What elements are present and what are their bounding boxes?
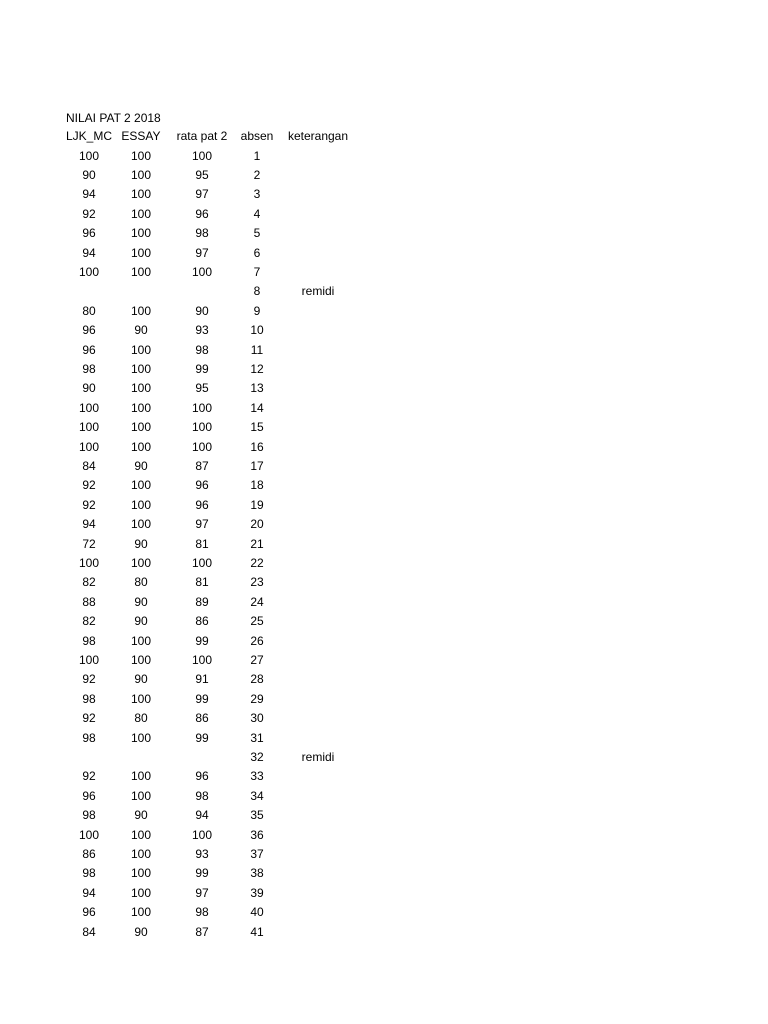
cell-essay: 100 (130, 691, 152, 706)
cell-ljk-mc: 88 (82, 594, 96, 609)
header-rata-pat-2: rata pat 2 (176, 129, 228, 143)
table-row (0, 438, 768, 457)
cell-essay: 90 (134, 614, 148, 629)
cell-essay: 100 (130, 633, 152, 648)
cell-rata-pat-2: 91 (195, 672, 209, 687)
cell-absen: 12 (250, 362, 264, 376)
cell-rata-pat-2: 99 (195, 633, 209, 648)
cell-absen: 37 (250, 847, 264, 861)
table-row (0, 767, 768, 786)
cell-ljk-mc: 92 (82, 478, 96, 493)
cell-essay: 100 (130, 265, 152, 279)
cell-essay: 100 (130, 381, 152, 396)
table-row (0, 224, 768, 243)
cell-absen: 14 (250, 400, 264, 415)
table-row (0, 845, 768, 864)
cell-absen: 39 (250, 885, 264, 900)
cell-absen: 1 (253, 148, 261, 163)
cell-ljk-mc: 100 (78, 827, 100, 842)
cell-ljk-mc: 98 (82, 633, 96, 648)
cell-rata-pat-2: 98 (195, 788, 209, 803)
cell-essay: 100 (130, 362, 152, 376)
cell-rata-pat-2: 96 (195, 478, 209, 493)
cell-rata-pat-2: 87 (195, 924, 209, 939)
cell-absen: 34 (250, 788, 264, 803)
cell-rata-pat-2: 99 (195, 866, 209, 881)
cell-ljk-mc: 98 (82, 866, 96, 881)
cell-essay: 100 (130, 420, 152, 435)
cell-ljk-mc: 96 (82, 226, 96, 241)
cell-essay: 90 (134, 459, 148, 473)
cell-essay: 100 (130, 439, 152, 454)
cell-essay: 100 (130, 847, 152, 861)
cell-rata-pat-2: 97 (195, 245, 209, 260)
cell-ljk-mc: 92 (82, 672, 96, 687)
cell-essay: 90 (134, 536, 148, 551)
table-row (0, 205, 768, 224)
cell-rata-pat-2: 98 (195, 226, 209, 241)
cell-rata-pat-2: 100 (191, 439, 213, 454)
cell-absen: 29 (250, 691, 264, 706)
table-row (0, 748, 768, 767)
cell-absen: 33 (250, 769, 264, 784)
cell-absen: 15 (250, 420, 264, 435)
cell-absen: 32 (250, 750, 264, 764)
cell-absen: 24 (250, 594, 264, 609)
table-row (0, 806, 768, 825)
table-row (0, 729, 768, 748)
cell-essay: 100 (130, 245, 152, 260)
cell-rata-pat-2: 97 (195, 517, 209, 532)
table-row (0, 263, 768, 282)
cell-ljk-mc: 90 (82, 168, 96, 182)
cell-absen: 10 (250, 323, 264, 338)
cell-ljk-mc: 92 (82, 769, 96, 784)
cell-essay: 100 (130, 905, 152, 920)
table-row (0, 515, 768, 534)
cell-rata-pat-2: 98 (195, 342, 209, 357)
cell-ljk-mc: 72 (82, 536, 96, 551)
cell-absen: 30 (250, 711, 264, 726)
table-row (0, 282, 768, 301)
cell-rata-pat-2: 90 (195, 303, 209, 318)
table-row (0, 864, 768, 883)
cell-rata-pat-2: 87 (195, 459, 209, 473)
cell-essay: 90 (134, 594, 148, 609)
cell-ljk-mc: 94 (82, 187, 96, 202)
cell-ljk-mc: 82 (82, 614, 96, 629)
cell-rata-pat-2: 99 (195, 691, 209, 706)
cell-ljk-mc: 96 (82, 342, 96, 357)
cell-absen: 11 (250, 342, 264, 357)
table-row (0, 302, 768, 321)
cell-absen: 23 (250, 575, 264, 590)
cell-absen: 2 (253, 168, 261, 182)
cell-absen: 16 (250, 439, 264, 454)
cell-ljk-mc: 80 (82, 303, 96, 318)
table-row (0, 341, 768, 360)
cell-ljk-mc: 84 (82, 924, 96, 939)
cell-essay: 100 (130, 187, 152, 202)
cell-ljk-mc: 96 (82, 905, 96, 920)
cell-rata-pat-2: 89 (195, 594, 209, 609)
cell-keterangan: remidi (301, 284, 335, 299)
cell-essay: 100 (130, 497, 152, 512)
cell-rata-pat-2: 100 (191, 400, 213, 415)
cell-ljk-mc: 100 (78, 439, 100, 454)
cell-ljk-mc: 94 (82, 885, 96, 900)
cell-rata-pat-2: 95 (195, 168, 209, 182)
cell-rata-pat-2: 100 (191, 827, 213, 842)
cell-absen: 7 (253, 265, 261, 279)
cell-ljk-mc: 96 (82, 323, 96, 338)
cell-rata-pat-2: 86 (195, 614, 209, 629)
cell-essay: 100 (130, 885, 152, 900)
table-row (0, 593, 768, 612)
cell-absen: 28 (250, 672, 264, 687)
table-row (0, 632, 768, 651)
header-row (0, 127, 768, 146)
cell-ljk-mc: 98 (82, 808, 96, 823)
cell-absen: 21 (250, 536, 264, 551)
cell-absen: 5 (253, 226, 261, 241)
table-row (0, 147, 768, 166)
cell-ljk-mc: 98 (82, 730, 96, 745)
cell-absen: 3 (253, 187, 261, 202)
table-row (0, 651, 768, 670)
table-row (0, 573, 768, 592)
cell-absen: 22 (250, 556, 264, 570)
cell-rata-pat-2: 100 (191, 556, 213, 570)
cell-absen: 38 (250, 866, 264, 881)
cell-ljk-mc: 92 (82, 206, 96, 221)
table-row (0, 884, 768, 903)
table-row (0, 496, 768, 515)
cell-essay: 90 (134, 808, 148, 823)
cell-essay: 90 (134, 924, 148, 939)
cell-essay: 100 (130, 730, 152, 745)
cell-ljk-mc: 100 (78, 265, 100, 279)
table-row (0, 476, 768, 495)
table-row (0, 185, 768, 204)
cell-essay: 100 (130, 517, 152, 532)
table-row (0, 360, 768, 379)
cell-ljk-mc: 92 (82, 497, 96, 512)
cell-rata-pat-2: 86 (195, 711, 209, 726)
cell-absen: 9 (253, 303, 261, 318)
cell-rata-pat-2: 100 (191, 148, 213, 163)
cell-essay: 90 (134, 323, 148, 338)
cell-ljk-mc: 100 (78, 420, 100, 435)
cell-ljk-mc: 100 (78, 400, 100, 415)
cell-ljk-mc: 96 (82, 788, 96, 803)
cell-essay: 80 (134, 711, 148, 726)
cell-rata-pat-2: 96 (195, 769, 209, 784)
cell-absen: 18 (250, 478, 264, 493)
cell-essay: 100 (130, 788, 152, 803)
cell-essay: 100 (130, 400, 152, 415)
table-row (0, 709, 768, 728)
cell-essay: 100 (130, 769, 152, 784)
cell-absen: 41 (250, 924, 264, 939)
cell-essay: 100 (130, 866, 152, 881)
cell-essay: 100 (130, 342, 152, 357)
cell-absen: 35 (250, 808, 264, 823)
table-row (0, 903, 768, 922)
cell-ljk-mc: 82 (82, 575, 96, 590)
table-row (0, 418, 768, 437)
cell-absen: 25 (250, 614, 264, 629)
table-row (0, 244, 768, 263)
cell-rata-pat-2: 98 (195, 905, 209, 920)
cell-rata-pat-2: 81 (195, 536, 209, 551)
cell-absen: 13 (250, 381, 264, 396)
cell-ljk-mc: 92 (82, 711, 96, 726)
cell-rata-pat-2: 95 (195, 381, 209, 396)
cell-essay: 80 (134, 575, 148, 590)
table-row (0, 399, 768, 418)
cell-essay: 100 (130, 226, 152, 241)
cell-essay: 100 (130, 206, 152, 221)
cell-ljk-mc: 98 (82, 691, 96, 706)
cell-rata-pat-2: 81 (195, 575, 209, 590)
cell-essay: 100 (130, 303, 152, 318)
cell-essay: 100 (130, 827, 152, 842)
header-essay: ESSAY (121, 129, 161, 143)
cell-rata-pat-2: 96 (195, 206, 209, 221)
cell-absen: 19 (250, 497, 264, 512)
cell-absen: 17 (250, 459, 264, 473)
cell-absen: 8 (253, 284, 261, 299)
table-row (0, 535, 768, 554)
cell-rata-pat-2: 97 (195, 187, 209, 202)
header-ljk-mc: LJK_MC (65, 129, 112, 143)
cell-essay: 100 (130, 556, 152, 570)
cell-keterangan: remidi (301, 750, 335, 764)
cell-ljk-mc: 94 (82, 517, 96, 532)
cell-absen: 20 (250, 517, 264, 532)
cell-absen: 4 (253, 206, 261, 221)
cell-rata-pat-2: 100 (191, 265, 213, 279)
sheet-title: NILAI PAT 2 2018 (66, 111, 161, 125)
cell-ljk-mc: 84 (82, 459, 96, 473)
cell-ljk-mc: 100 (78, 653, 100, 667)
table-row (0, 670, 768, 689)
table-row (0, 923, 768, 942)
cell-absen: 40 (250, 905, 264, 920)
cell-rata-pat-2: 100 (191, 420, 213, 435)
cell-absen: 26 (250, 633, 264, 648)
cell-rata-pat-2: 93 (195, 847, 209, 861)
cell-essay: 100 (130, 478, 152, 493)
table-row (0, 787, 768, 806)
cell-absen: 31 (250, 730, 264, 745)
cell-rata-pat-2: 93 (195, 323, 209, 338)
cell-absen: 27 (250, 653, 264, 667)
cell-ljk-mc: 90 (82, 381, 96, 396)
cell-absen: 36 (250, 827, 264, 842)
cell-rata-pat-2: 94 (195, 808, 209, 823)
cell-essay: 100 (130, 168, 152, 182)
table-row (0, 379, 768, 398)
cell-essay: 100 (130, 148, 152, 163)
cell-ljk-mc: 94 (82, 245, 96, 260)
cell-ljk-mc: 100 (78, 148, 100, 163)
cell-ljk-mc: 100 (78, 556, 100, 570)
header-absen: absen (240, 129, 274, 143)
header-keterangan: keterangan (287, 129, 349, 143)
cell-rata-pat-2: 97 (195, 885, 209, 900)
cell-rata-pat-2: 99 (195, 362, 209, 376)
cell-rata-pat-2: 100 (191, 653, 213, 667)
table-row (0, 554, 768, 573)
cell-ljk-mc: 98 (82, 362, 96, 376)
table-row (0, 690, 768, 709)
cell-ljk-mc: 86 (82, 847, 96, 861)
cell-rata-pat-2: 99 (195, 730, 209, 745)
table-row (0, 166, 768, 185)
table-row (0, 321, 768, 340)
cell-absen: 6 (253, 245, 261, 260)
cell-essay: 100 (130, 653, 152, 667)
table-row (0, 457, 768, 476)
cell-rata-pat-2: 96 (195, 497, 209, 512)
table-row (0, 826, 768, 845)
table-row (0, 612, 768, 631)
cell-essay: 90 (134, 672, 148, 687)
